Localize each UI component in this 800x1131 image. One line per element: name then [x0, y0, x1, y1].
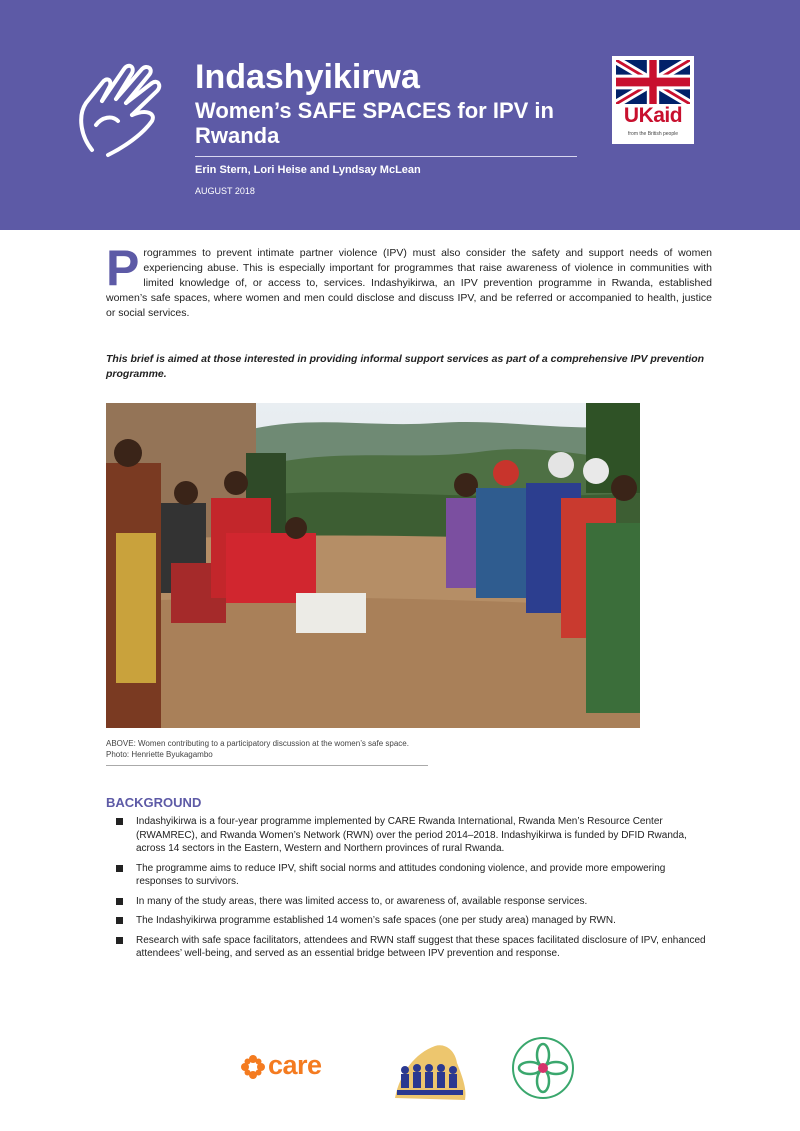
- rwn-flower-logo-icon: [510, 1035, 576, 1101]
- list-item: Research with safe space facilitators, attendees and RWN staff suggest that these spaces facilitated disclosure of IPV, enhanced attendees’ well-being, and served as an essential bridge between IPV prevention and response.: [106, 934, 712, 961]
- drop-cap: P: [106, 240, 140, 296]
- list-item: The Indashyikirwa programme established 14 women’s safe spaces (one per study area) managed by RWN.: [106, 914, 712, 928]
- caption-divider: [106, 765, 428, 766]
- bullet-square-icon: [116, 818, 123, 825]
- brief-audience-note: This brief is aimed at those interested in providing informal support services as part of a comprehensive IPV prevention programme.: [106, 353, 705, 380]
- care-hands-icon: [240, 1054, 266, 1080]
- bullet-square-icon: [116, 917, 123, 924]
- bullet-square-icon: [116, 865, 123, 872]
- background-list: [106, 815, 712, 967]
- authors: Erin Stern, Lori Heise and Lyndsay McLean: [195, 164, 421, 176]
- photo-caption: ABOVE: Women contributing to a participatory discussion at the women’s safe space. Photo: Henriette Byukagambo: [106, 739, 409, 759]
- page-subtitle: Women’s SAFE SPACES for IPV in Rwanda: [195, 98, 554, 148]
- hands-logo-icon: [72, 55, 167, 165]
- title-divider: [195, 156, 577, 157]
- background-heading: BACKGROUND: [106, 795, 202, 810]
- care-wordmark: care: [268, 1050, 322, 1080]
- care-logo: [240, 1050, 350, 1090]
- list-item: The programme aims to reduce IPV, shift social norms and attitudes condoning violence, and provide more empowering responses to survivors.: [106, 862, 712, 889]
- photo-illustration: [106, 403, 640, 728]
- ukaid-wordmark: UKaid: [623, 104, 683, 127]
- page-title: Indashyikirwa: [195, 58, 420, 96]
- union-jack-icon: [616, 60, 690, 104]
- list-item: In many of the study areas, there was limited access to, or awareness of, available response services.: [106, 895, 712, 909]
- intro-paragraph: [106, 240, 712, 321]
- ukaid-tagline: from the British people: [627, 131, 679, 137]
- list-item: Indashyikirwa is a four-year programme implemented by CARE Rwanda International, Rwanda Men’s Resource Center (RWAMREC), and Rwanda Women’s Network (RWN) over the period 2014–2018. Indashyikirwa is funded by DFID Rwanda, across 14 sectors in the Eastern, Western and Northern provinces of rural Rwanda.: [106, 815, 712, 856]
- bullet-square-icon: [116, 898, 123, 905]
- bullet-square-icon: [116, 937, 123, 944]
- photo-women-discussion: [106, 403, 640, 728]
- header-banner: [0, 0, 800, 230]
- intro-text: rogrammes to prevent intimate partner violence (IPV) must also consider the safety and support needs of women experiencing abuse. This is especially important for programmes that raise awareness of violence in communities with limited knowledge of, or access to, services. Indashyikirwa, an IPV prevention programme in Rwanda, established women’s safe spaces, where women and men could disclose and discuss IPV, and be referred or accompanied to health, justice or social services.: [106, 247, 712, 319]
- publication-date: AUGUST 2018: [195, 186, 255, 196]
- title-block: [195, 58, 615, 148]
- ukaid-logo: [612, 56, 694, 144]
- rwamrec-logo-icon: [385, 1038, 475, 1108]
